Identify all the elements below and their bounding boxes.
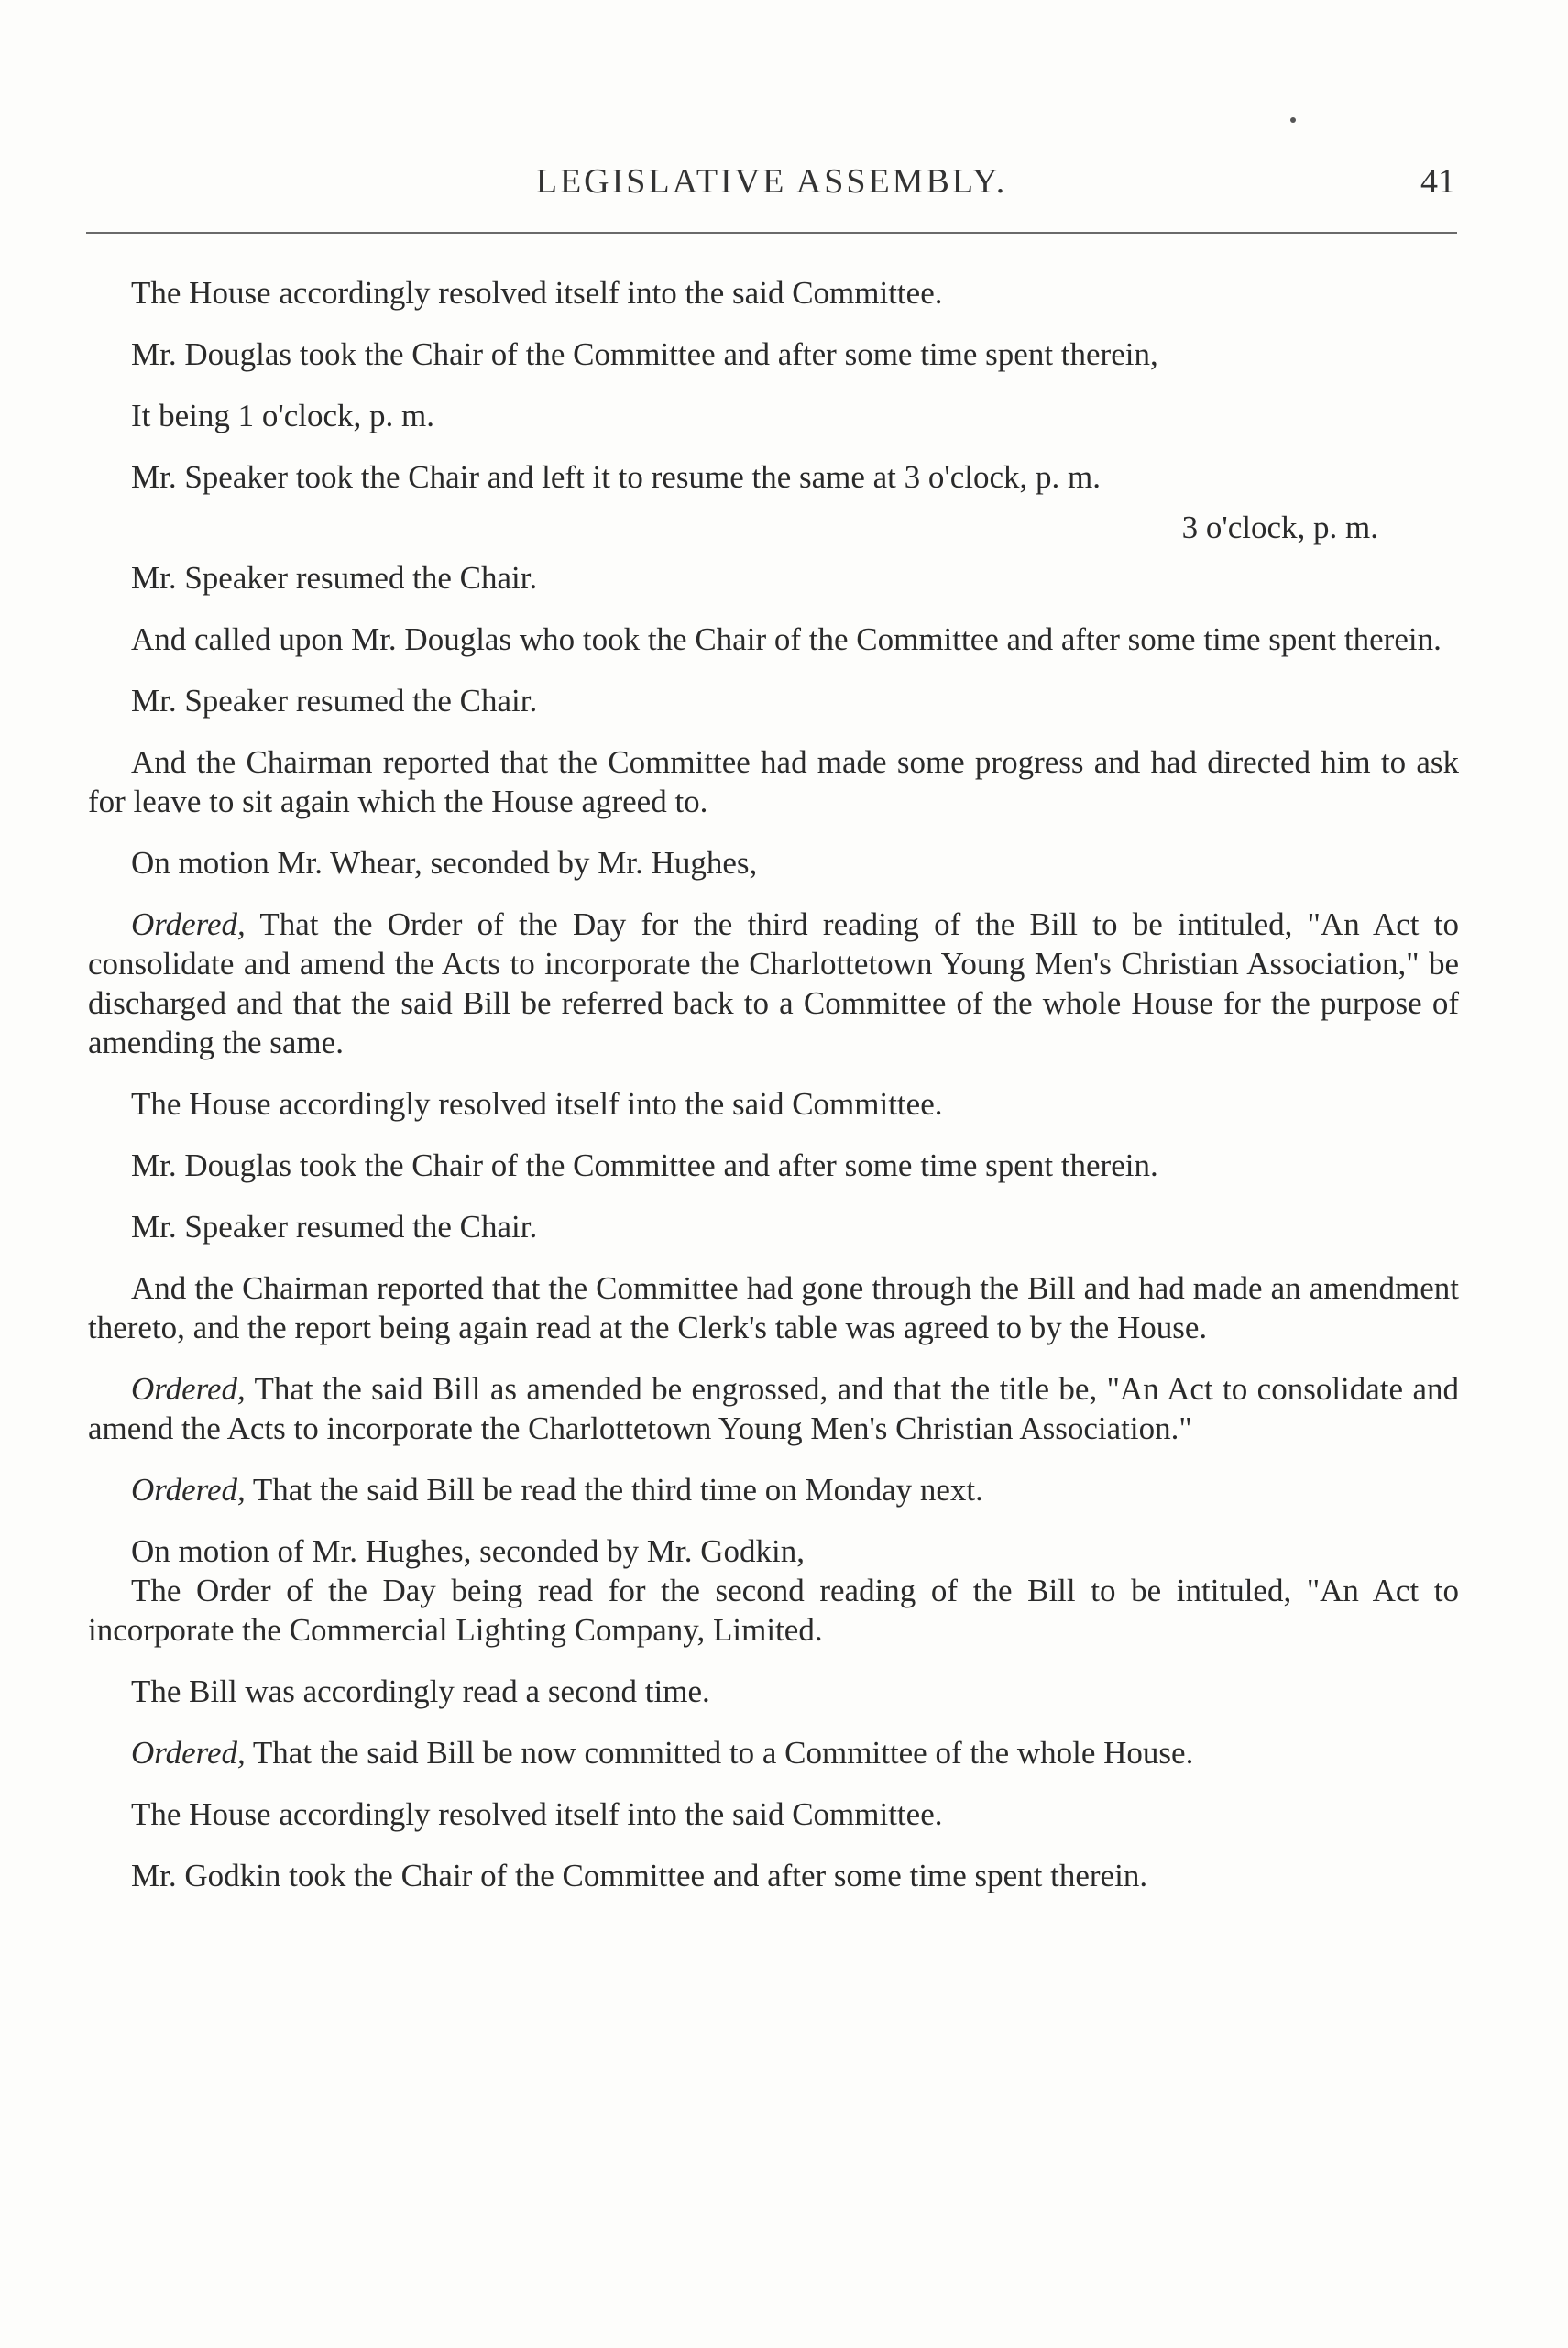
paragraph: And the Chairman reported that the Committee had gone through the Bill and had made an amendment thereto, and the report being again read at the Clerk's table was agreed to by the House. bbox=[88, 1270, 1459, 1345]
paragraph: And the Chairman reported that the Committee had made some progress and had directed him to ask for leave to sit again which the House agreed to. bbox=[88, 744, 1459, 819]
page-number: 41 bbox=[1420, 162, 1455, 201]
paragraph: The House accordingly resolved itself into the said Committee. bbox=[131, 1796, 943, 1832]
ordered-lead: Ordered, bbox=[131, 906, 246, 942]
paragraph: Mr. Godkin took the Chair of the Committee and after some time spent therein. bbox=[131, 1858, 1148, 1893]
header-rule bbox=[86, 232, 1457, 234]
ordered-text: That the Order of the Day for the third reading of the Bill to be intituled, "An Act to consolidate and amend the Acts to incorporate the Charlottetown Young Men's Christian Association," be discharged and that the said Bill be referred back to a Committee of the whole House for the purpose of amending the same. bbox=[88, 906, 1459, 1060]
paragraph: Mr. Speaker resumed the Chair. bbox=[131, 683, 538, 719]
paragraph: On motion Mr. Whear, seconded by Mr. Hughes, bbox=[131, 845, 758, 881]
ink-speck bbox=[1290, 117, 1296, 123]
ordered-lead: Ordered, bbox=[131, 1472, 246, 1508]
paragraph: Mr. Douglas took the Chair of the Committee and after some time spent therein, bbox=[131, 336, 1158, 372]
paragraph: And called upon Mr. Douglas who took the Chair of the Committee and after some time spent therein. bbox=[131, 621, 1442, 657]
ordered-lead: Ordered, bbox=[131, 1371, 246, 1407]
page-body bbox=[88, 273, 1459, 1917]
paragraph: The Order of the Day being read for the second reading of the Bill to be intituled, "An Act to incorporate the Commercial Lighting Company, Limited. bbox=[88, 1573, 1459, 1648]
ordered-text: That the said Bill be now committed to a Committee of the whole House. bbox=[245, 1735, 1194, 1771]
paragraph: Mr. Speaker resumed the Chair. bbox=[131, 560, 538, 596]
ordered-text: That the said Bill be read the third time on Monday next. bbox=[245, 1472, 983, 1508]
paragraph: Mr. Douglas took the Chair of the Committee and after some time spent therein. bbox=[131, 1147, 1158, 1183]
ordered-lead: Ordered, bbox=[131, 1735, 246, 1771]
ordered-paragraph bbox=[88, 1369, 1459, 1448]
page-header bbox=[88, 154, 1455, 209]
paragraph: The House accordingly resolved itself into the said Committee. bbox=[131, 1086, 943, 1122]
paragraph: On motion of Mr. Hughes, seconded by Mr. Godkin, bbox=[131, 1533, 805, 1569]
running-title: LEGISLATIVE ASSEMBLY. bbox=[535, 162, 1008, 201]
ordered-paragraph bbox=[88, 1470, 1459, 1509]
paragraph: Mr. Speaker took the Chair and left it to resume the same at 3 o'clock, p. m. bbox=[131, 459, 1101, 495]
paragraph: The House accordingly resolved itself into the said Committee. bbox=[131, 275, 943, 311]
paragraph: Mr. Speaker resumed the Chair. bbox=[131, 1209, 538, 1245]
time-stamp-line: 3 o'clock, p. m. bbox=[1181, 510, 1378, 545]
ordered-text: That the said Bill as amended be engrossed, and that the title be, "An Act to consolidate and amend the Acts to incorporate the Charlottetown Young Men's Christian Association." bbox=[88, 1371, 1459, 1446]
ordered-paragraph bbox=[88, 905, 1459, 1062]
ordered-paragraph bbox=[88, 1733, 1459, 1772]
paragraph: The Bill was accordingly read a second time. bbox=[131, 1673, 710, 1709]
paragraph: It being 1 o'clock, p. m. bbox=[131, 398, 434, 433]
